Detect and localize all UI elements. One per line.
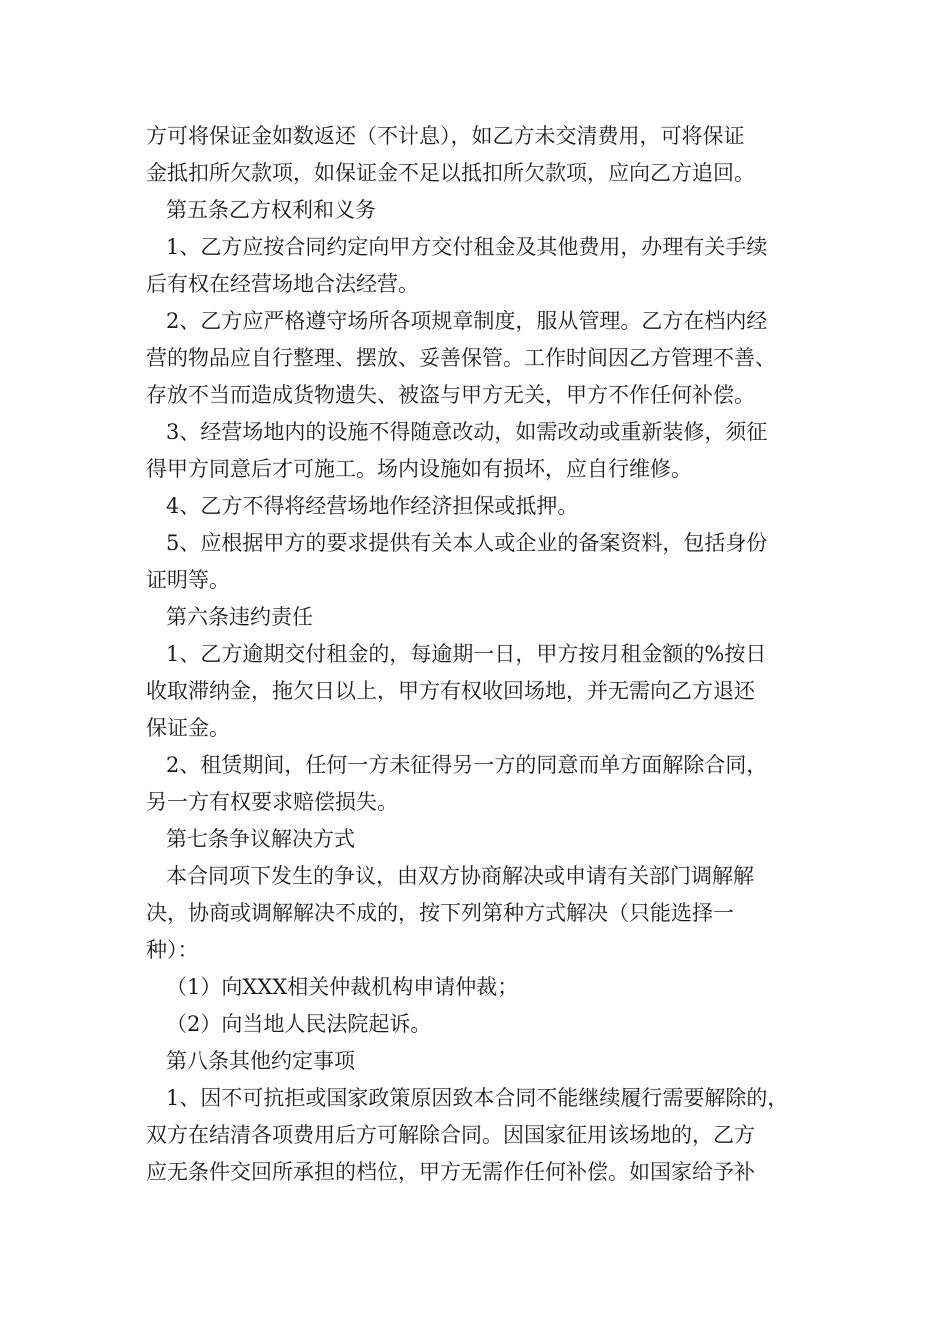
text-line: 另一方有权要求赔偿损失。 — [146, 790, 398, 814]
text-line: 得甲方同意后才可施工。场内设施如有损坏，应自行维修。 — [146, 457, 692, 481]
text-line: 第八条其他约定事项 — [166, 1049, 355, 1073]
text-line: 2、租赁期间，任何一方未征得另一方的同意而单方面解除合同， — [166, 753, 768, 777]
text-line: 1、乙方逾期交付租金的，每逾期一日，甲方按月租金额的%按日 — [166, 642, 767, 666]
text-line: 收取滞纳金，拖欠日以上，甲方有权收回场地，并无需向乙方退还 — [146, 679, 755, 703]
text-line: 种）： — [146, 938, 199, 962]
text-line: 方可将保证金如数返还（不计息），如乙方未交清费用，可将保证 — [146, 124, 745, 148]
text-line: 2、乙方应严格遵守场所各项规章制度，服从管理。乙方在档内经 — [166, 309, 768, 333]
text-line: 后有权在经营场地合法经营。 — [146, 272, 419, 296]
text-line: 本合同项下发生的争议，由双方协商解决或申请有关部门调解解 — [166, 864, 754, 888]
text-line: 存放不当而造成货物遗失、被盗与甲方无关，甲方不作任何补偿。 — [146, 383, 755, 407]
text-line: 第五条乙方权利和义务 — [166, 198, 376, 222]
document-body — [146, 118, 814, 1191]
text-line: 第七条争议解决方式 — [166, 827, 355, 851]
text-line: 金抵扣所欠款项，如保证金不足以抵扣所欠款项，应向乙方追回。 — [146, 161, 755, 185]
text-line: 4、乙方不得将经营场地作经济担保或抵押。 — [166, 494, 579, 518]
text-line: （1）向XXX相关仲裁机构申请仲裁； — [166, 975, 519, 999]
text-line: 1、因不可抗拒或国家政策原因致本合同不能继续履行需要解除的， — [166, 1086, 789, 1110]
text-line: 决，协商或调解解决不成的，按下列第种方式解决（只能选择一 — [146, 901, 734, 925]
text-line: 3、经营场地内的设施不得随意改动，如需改动或重新装修，须征 — [166, 420, 768, 444]
text-line: （2）向当地人民法院起诉。 — [166, 1012, 432, 1036]
text-line: 双方在结清各项费用后方可解除合同。因国家征用该场地的，乙方 — [146, 1123, 755, 1147]
text-line: 1、乙方应按合同约定向甲方交付租金及其他费用，办理有关手续 — [166, 235, 768, 259]
text-line: 第六条违约责任 — [166, 605, 313, 629]
text-line: 证明等。 — [146, 568, 230, 592]
text-line: 应无条件交回所承担的档位，甲方无需作任何补偿。如国家给予补 — [146, 1160, 755, 1184]
text-line: 营的物品应自行整理、摆放、妥善保管。工作时间因乙方管理不善、 — [146, 346, 776, 370]
text-line: 5、应根据甲方的要求提供有关本人或企业的备案资料，包括身份 — [166, 531, 768, 555]
text-line: 保证金。 — [146, 716, 230, 740]
